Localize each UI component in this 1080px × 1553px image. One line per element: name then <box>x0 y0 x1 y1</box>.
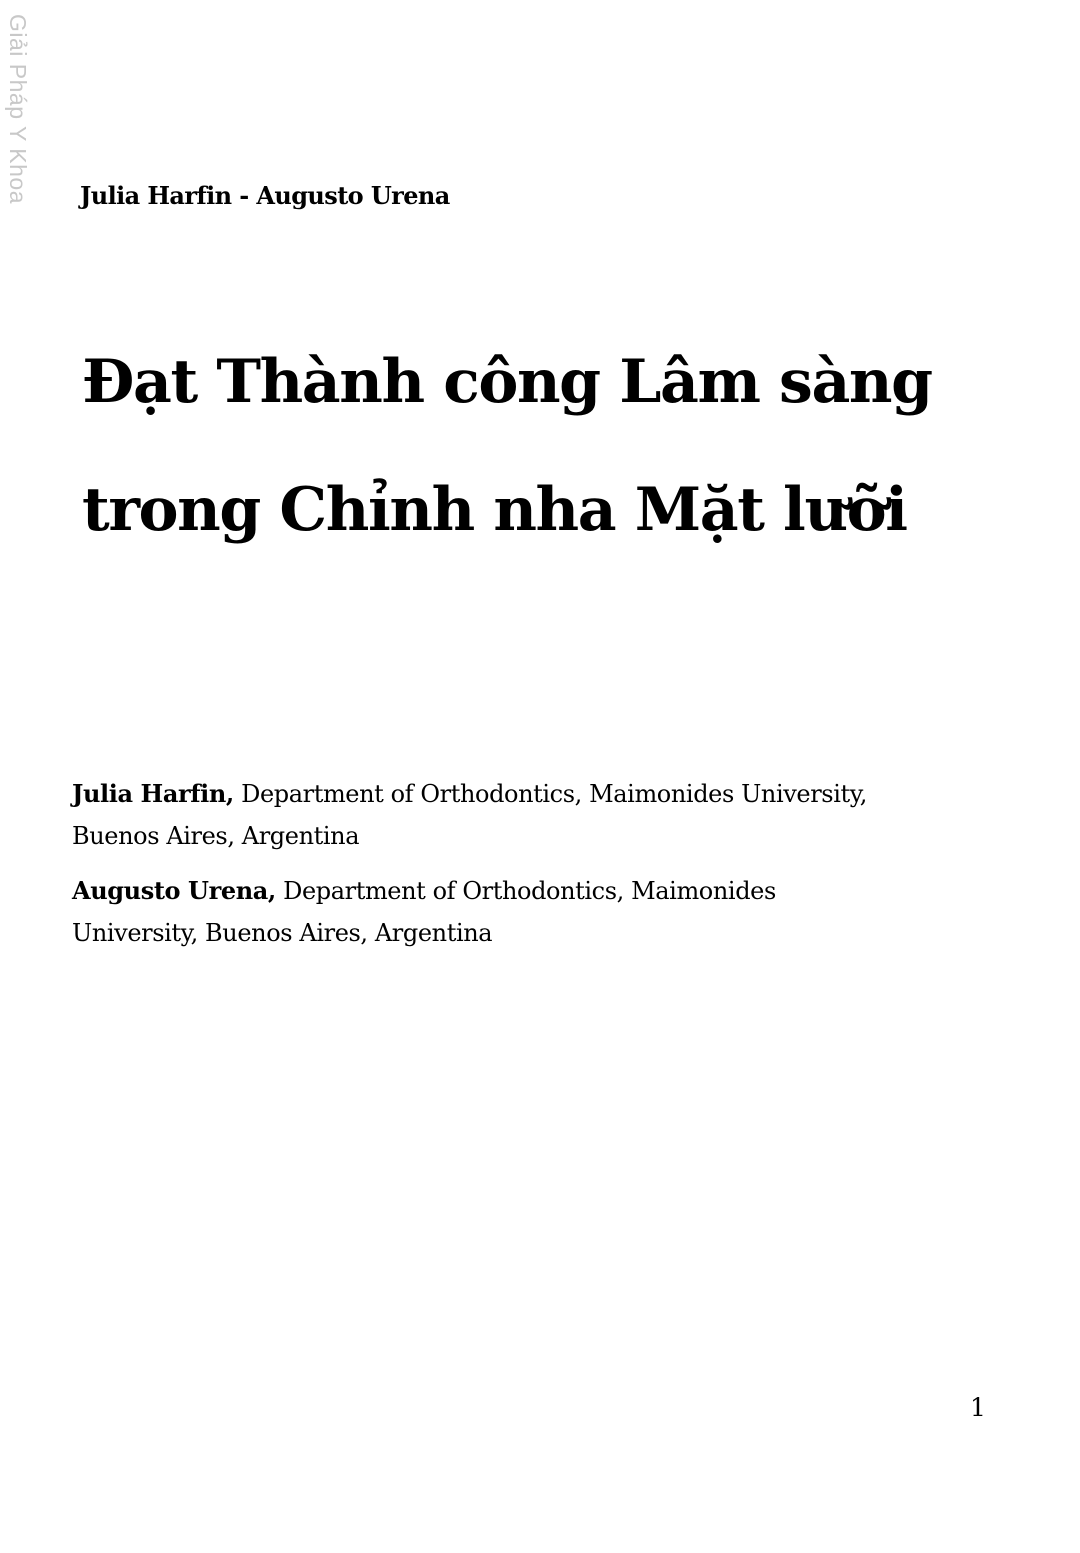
author-affiliations <box>72 773 952 967</box>
running-header-authors: Julia Harfin - Augusto Urena <box>80 181 450 210</box>
author-name: Julia Harfin, <box>72 779 234 808</box>
author-name: Augusto Urena, <box>72 876 276 905</box>
book-title <box>82 318 932 574</box>
book-title-line-2: trong Chỉnh nha Mặt lưỡi <box>82 475 907 545</box>
affiliation-text: Department of Orthodontics, Maimonides University, Buenos Aires, Argentina <box>72 780 867 850</box>
affiliation-julia-harfin <box>72 773 952 857</box>
affiliation-text: Department of Orthodontics, Maimonides University, Buenos Aires, Argentina <box>72 877 776 947</box>
watermark-text: Giải Pháp Y Khoa <box>5 14 31 205</box>
affiliation-augusto-urena <box>72 870 832 954</box>
book-title-line-1: Đạt Thành công Lâm sàng <box>82 347 932 417</box>
page-number: 1 <box>970 1393 986 1422</box>
